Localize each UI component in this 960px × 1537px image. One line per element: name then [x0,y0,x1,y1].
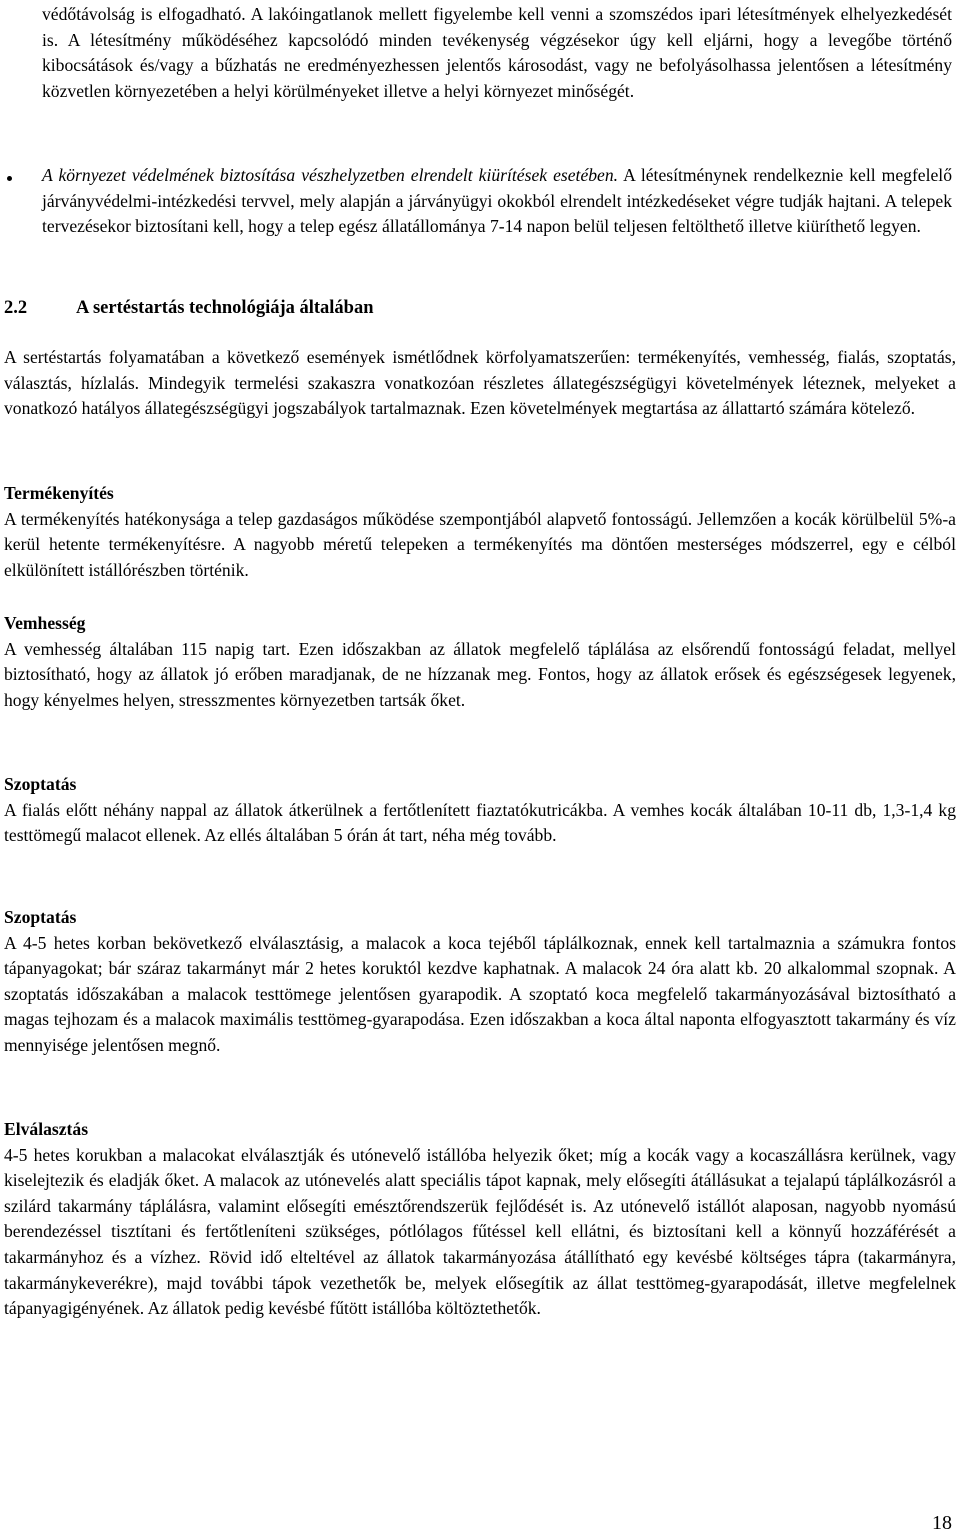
bullet-body: A létesítménynek rendelkeznie kell megfelelő járványvédelmi-intézkedési tervvel, mely alapján a járványügyi okokból elrendelt intézkedéseket végre tudják hajtani. A telepek tervezésekor biztosítani kell, hogy a telep egész állatállománya 7-14 napon belül teljesen feltölthető illetve kiüríthető legyen. [42,165,952,237]
subsection-szoptatas-2 [4,905,956,1059]
subsection-heading: Szoptatás [4,907,77,927]
section-title: A sertéstartás technológiája általában [76,298,374,318]
subsection-paragraph: A fialás előtt néhány nappal az állatok átkerülnek a fertőtlenített fiaztatókutricákba. A vemhes kocák általában 10-11 db, 1,3-1,4 kg testtömegű malacot ellenek. Az ellés általában 5 órán át tart, néha még tovább. [4,799,956,846]
subsection-heading: Termékenyítés [4,483,114,503]
subsection-heading: Elválasztás [4,1119,89,1139]
subsection-paragraph: A vemhesség általában 115 napig tart. Ezen időszakban az állatok megfelelő táplálása az elsőrendű fontosságú feladat, mellyel biztosítható, hogy az állatok jó erőben maradjanak, de ne hízzanak meg. Fontos, hogy az állatok erősek és egészségesek legyenek, hogy kényelmes helyen, stresszmentes környezetben tartsák őket. [4,638,956,710]
subsection-paragraph: A 4-5 hetes korban bekövetkező elválasztásig, a malacok a koca tejéből táplálkoznak, ennek kell tartalmaznia a számukra fontos tápanyagokat; bár száraz takarmányt már 2 hetes koruktól kezdve kaphatnak. A malacok 24 óra alatt kb. 20 alkalommal szopnak. A szoptatás időszakában a malacok testtömege jelentősen gyarapodik. A szoptató koca megfelelő takarmányozásával biztosítható a magas tejhozam és a malacok maximális testtömeg-gyarapodása. Ezen időszakban a koca által naponta elfogyasztott takarmány és víz mennyisége jelentősen megnő. [4,932,956,1055]
subsection-heading: Vemhesség [4,613,86,633]
section-heading [4,295,374,321]
bullet-text: védőtávolság is elfogadható. A lakóingatlanok mellett figyelembe kell venni a szomszédos ipari létesítmények elhelyezkedését is. A létesítmény működéséhez kapcsolódó minden tevékenység végzésekor úgy kell eljárni, hogy a levegőbe történő kibocsátások és/vagy a bűzhatás ne eredményezhessen jelentős károsodást, vagy ne befolyásolhassa jelentősen a létesítmény közvetlen környezetében a helyi körülményeket illetve a helyi környezet minőségét. [42,4,952,101]
subsection-vemhesseg [4,611,956,713]
subsection-termekenyites [4,481,956,583]
subsection-paragraph: A termékenyítés hatékonysága a telep gazdaságos működése szempontjából alapvető fontosságú. Jellemzően a kocák körülbelül 5%-a kerül hetente termékenyítésre. A nagyobb méretű telepeken a termékenyítés ma döntően mesterséges módszerrel, egy e célból elkülönített istállórészben történik. [4,508,956,580]
bullet-item [0,163,960,240]
intro-block [4,345,956,422]
bullet-item [0,2,960,104]
bullet-text [0,163,960,240]
section-number: 2.2 [4,298,28,318]
bullet-lead: A környezet védelmének biztosítása vészhelyzetben elrendelt kiürítések esetében. [42,165,619,185]
bullet-dot [7,176,12,181]
subsection-paragraph: 4-5 hetes korukban a malacokat elválasztják és utónevelő istállóba helyezik őket; míg a kocák vagy a kocaszállásra kerülnek, vagy kiselejtezik és eladják őket. A malacok az utónevelés alatt speciális tápot kapnak, mely elősegíti átállásukat a tejalapú táplálkozásról a szilárd takarmány táplálásra, valamint elősegíti emésztőrendszerük fejlődését is. Az utónevelő istállót alaposan, nagyobb nyomású berendezéssel tisztítani és fertőtleníteni szükséges, pótlólagos fűtéssel kell ellátni, és biztosítani kell a könnyű hozzáférését a takarmányhoz és a vízhez. Rövid idő elteltével az állatok takarmányozása átállítható egy kevésbé költséges tápra (takarmányra, takarmánykeverékre), majd további tápok vezethetők be, melyek elősegítik az állat testtömeg-gyarapodását, illetve megfelelnek tápanyagigényének. Az állatok pedig kevésbé fűtött istállóba költöztethetők. [4,1144,956,1319]
subsection-szoptatas-1 [4,772,956,849]
subsection-elvalasztas [4,1117,956,1322]
page-number: 18 [932,1512,952,1534]
subsection-heading: Szoptatás [4,774,77,794]
intro-paragraph: A sertéstartás folyamatában a következő események ismétlődnek körfolyamatszerűen: termékenyítés, vemhesség, fialás, szoptatás, választás, hízlalás. Mindegyik termelési szakaszra vonatkozóan részletes állategészségügyi követelmények léteznek, melyeket a vonatkozó hatályos állategészségügyi jogszabályok tartalmaznak. Ezen követelmények megtartása az állattartó számára kötelező. [4,347,956,419]
